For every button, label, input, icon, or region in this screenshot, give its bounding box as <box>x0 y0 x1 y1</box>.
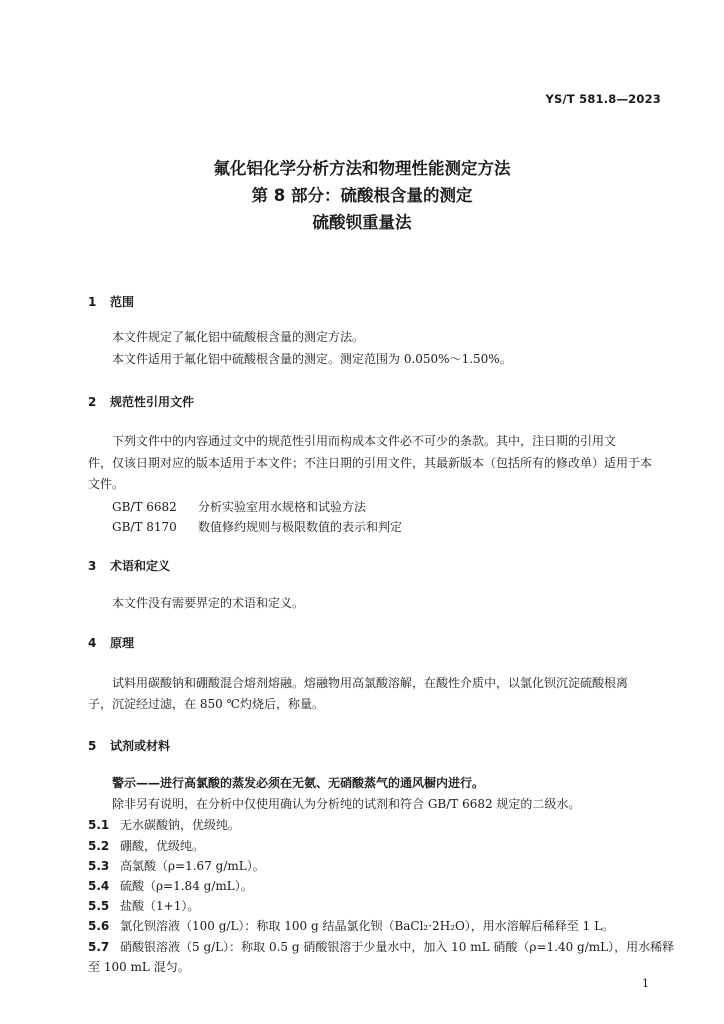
reagent-item <box>88 816 240 833</box>
title-line-3: 硫酸钡重量法 <box>312 213 412 232</box>
item-number: 5.1 <box>88 818 110 832</box>
reference-code: GB/T 6682 <box>112 500 177 514</box>
item-number: 5.4 <box>88 879 110 893</box>
reagent-item-continuation: 至 100 mL 混匀。 <box>88 960 190 974</box>
section-number: 5 <box>88 739 97 753</box>
reference-title: 数值修约规则与极限数值的表示和判定 <box>198 520 403 534</box>
section-1-paragraph-2: 本文件适用于氟化铝中硫酸根含量的测定。测定范围为 0.050%～1.50%。 <box>112 352 512 366</box>
item-number: 5.3 <box>88 859 110 873</box>
section-1-paragraph-1: 本文件规定了氟化铝中硫酸根含量的测定方法。 <box>112 330 365 344</box>
reagent-item <box>88 857 265 874</box>
section-3-heading <box>88 557 170 574</box>
section-5-heading <box>88 737 170 754</box>
item-text: 高氯酸（ρ=1.67 g/mL）。 <box>120 859 265 873</box>
section-title: 试剂或材料 <box>110 739 171 753</box>
item-number: 5.7 <box>88 940 110 954</box>
title-line-1: 氟化铝化学分析方法和物理性能测定方法 <box>213 159 511 178</box>
section-title: 原理 <box>110 636 135 650</box>
page-number: 1 <box>642 977 649 990</box>
item-number: 5.2 <box>88 839 110 853</box>
item-number: 5.6 <box>88 919 110 933</box>
section-1-heading <box>88 293 134 310</box>
title-line-2: 第 8 部分：硫酸根含量的测定 <box>251 186 473 205</box>
normative-reference <box>112 518 402 535</box>
section-title: 术语和定义 <box>110 559 171 573</box>
item-text: 无水碳酸钠，优级纯。 <box>120 818 241 832</box>
item-text: 氯化钡溶液（100 g/L）：称取 100 g 结晶氯化钡（BaCl₂·2H₂O），用水溶解后稀释至 1 L。 <box>120 919 615 933</box>
reference-code: GB/T 8170 <box>112 520 177 534</box>
item-text: 硝酸银溶液（5 g/L）：称取 0.5 g 硝酸银溶于少量水中，加入 10 mL 硝酸（ρ=1.40 g/mL），用水稀释 <box>120 940 675 954</box>
section-3-paragraph: 本文件没有需要界定的术语和定义。 <box>112 596 305 610</box>
item-number: 5.5 <box>88 899 110 913</box>
reagent-item <box>88 938 674 955</box>
section-4-heading <box>88 634 134 651</box>
item-text: 硼酸，优级纯。 <box>120 839 205 853</box>
section-2-paragraph-line-3: 文件。 <box>88 477 125 491</box>
section-number: 4 <box>88 636 97 650</box>
standard-code: YS/T 581.8—2023 <box>545 92 661 106</box>
section-5-intro: 除非另有说明，在分析中仅使用确认为分析纯的试剂和符合 GB/T 6682 规定的二级水。 <box>112 797 581 811</box>
section-2-paragraph-line-1: 下列文件中的内容通过文中的规范性引用而构成本文件必不可少的条款。其中，注日期的引用文 <box>112 434 617 448</box>
item-text: 盐酸（1+1）。 <box>120 899 200 913</box>
reagent-item <box>88 877 253 894</box>
section-4-paragraph-line-2: 子，沉淀经过滤，在 850 ℃灼烧后，称量。 <box>88 697 324 711</box>
section-2-paragraph-line-2: 件，仅该日期对应的版本适用于本文件；不注日期的引用文件，其最新版本（包括所有的修改单）适用于本 <box>88 456 653 470</box>
section-number: 1 <box>88 295 97 309</box>
section-title: 规范性引用文件 <box>110 395 195 409</box>
safety-warning: 警示——进行高氯酸的蒸发必须在无氨、无硝酸蒸气的通风橱内进行。 <box>112 776 485 790</box>
document-title <box>0 155 724 236</box>
reference-title: 分析实验室用水规格和试验方法 <box>198 500 367 514</box>
reagent-item <box>88 917 614 934</box>
reagent-item <box>88 897 199 914</box>
section-number: 3 <box>88 559 97 573</box>
section-4-paragraph-line-1: 试料用碳酸钠和硼酸混合熔剂熔融。熔融物用高氯酸溶解，在酸性介质中，以氯化钡沉淀硫酸根离 <box>112 676 629 690</box>
normative-reference <box>112 498 366 515</box>
section-number: 2 <box>88 395 97 409</box>
section-2-heading <box>88 393 194 410</box>
reagent-item <box>88 837 204 854</box>
item-text: 硫酸（ρ=1.84 g/mL）。 <box>120 879 253 893</box>
section-title: 范围 <box>110 295 135 309</box>
